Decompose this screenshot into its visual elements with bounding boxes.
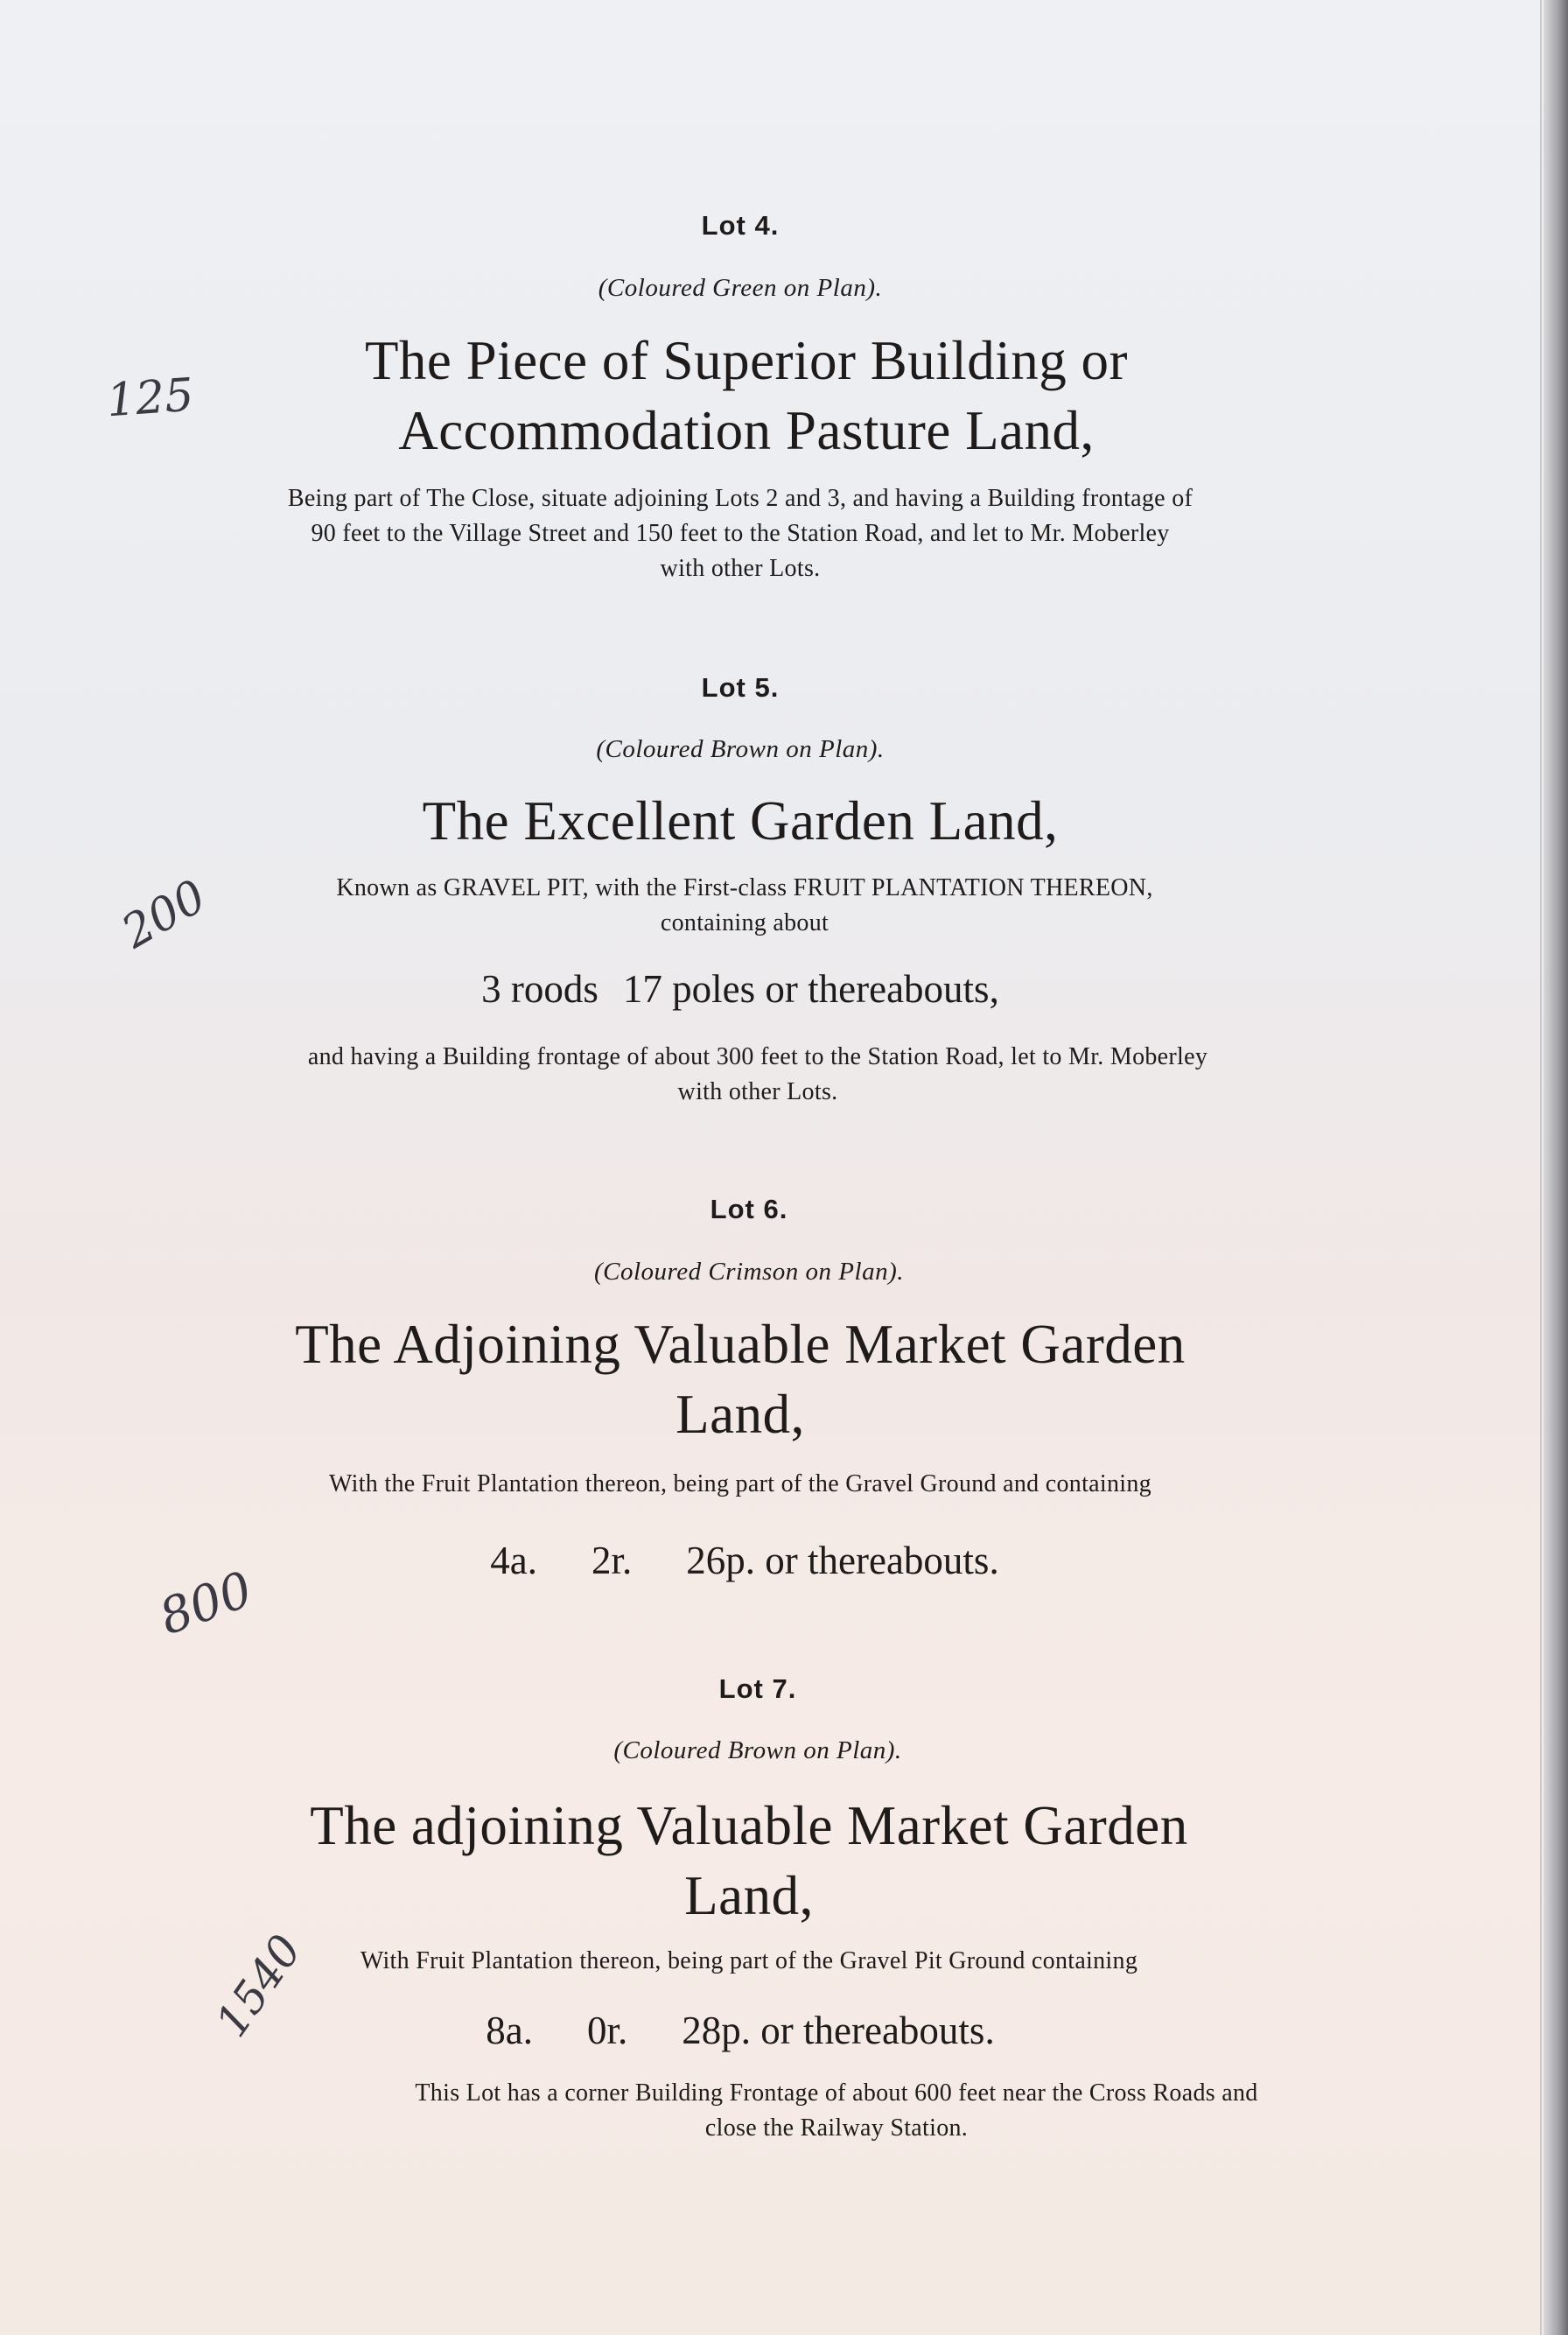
frontage-line: This Lot has a corner Building Frontage of about 600 feet near the Cross Roads and xyxy=(415,2079,1258,2107)
plan-colour: (Coloured Green on Plan). xyxy=(598,274,883,302)
headline-line: Accommodation Pasture Land, xyxy=(398,400,1095,461)
lot-description xyxy=(0,1944,1533,1979)
headline-line: The Piece of Superior Building or xyxy=(364,330,1129,391)
handwritten-price: 200 xyxy=(113,870,215,959)
handwritten-price: 800 xyxy=(152,1560,260,1647)
headline-line: Land, xyxy=(676,1384,805,1445)
lot-number: Lot 7. xyxy=(718,1673,797,1704)
lot-area xyxy=(0,964,1524,1013)
lot-headline xyxy=(0,1791,1533,1931)
plan-colour: (Coloured Crimson on Plan). xyxy=(594,1258,904,1286)
lot-frontage xyxy=(0,1040,1542,1110)
area-perches: 26p. or thereabouts. xyxy=(686,1539,999,1582)
headline-line: The Adjoining Valuable Market Garden xyxy=(295,1314,1186,1375)
handwritten-price: 125 xyxy=(105,368,196,428)
plan-colour: (Coloured Brown on Plan). xyxy=(613,1736,902,1764)
lot-number: Lot 6. xyxy=(710,1194,788,1224)
frontage-line: and having a Building frontage of about 300 feet to the Station Road, let to Mr. Moberley xyxy=(307,1043,1208,1070)
lot-description xyxy=(0,871,1529,941)
lot-headline xyxy=(0,326,1530,466)
page-edge xyxy=(1544,0,1568,2335)
headline-line: The Excellent Garden Land, xyxy=(422,790,1059,852)
frontage-line: with other Lots. xyxy=(677,1078,838,1105)
lot-description xyxy=(0,481,1524,586)
description-line: With the Fruit Plantation thereon, being part of the Gravel Ground and containing xyxy=(329,1470,1152,1497)
handwritten-price: 1540 xyxy=(206,1925,312,2046)
area-acres: 4a. xyxy=(490,1539,538,1582)
area-roods: 3 roods xyxy=(481,967,598,1011)
description-line: with other Lots. xyxy=(660,555,821,582)
lot-number: Lot 4. xyxy=(701,210,780,241)
headline-line: Land, xyxy=(684,1865,814,1926)
area-roods: 0r. xyxy=(587,2009,628,2052)
area-perches: 28p. or thereabouts. xyxy=(682,2009,995,2052)
frontage-line: close the Railway Station. xyxy=(704,2114,969,2142)
area-roods: 2r. xyxy=(592,1539,633,1582)
description-line: 90 feet to the Village Street and 150 feet to the Station Road, and let to Mr. Moberley xyxy=(311,520,1170,547)
area-acres: 8a. xyxy=(486,2009,534,2052)
lot-headline xyxy=(0,786,1524,856)
lot-number: Lot 5. xyxy=(701,672,780,703)
area-poles: 17 poles or thereabouts, xyxy=(622,967,999,1011)
description-line: Known as GRAVEL PIT, with the First-class FRUIT PLANTATION THEREON, xyxy=(336,874,1153,901)
headline-line: The adjoining Valuable Market Garden xyxy=(310,1795,1188,1856)
lot-description xyxy=(0,1467,1524,1502)
lot-frontage xyxy=(52,2076,1568,2146)
description-line: containing about xyxy=(660,909,830,936)
plan-colour: (Coloured Brown on Plan). xyxy=(596,735,885,763)
description-line: With Fruit Plantation thereon, being part of the Gravel Pit Ground containing xyxy=(360,1947,1138,1974)
lot-headline xyxy=(0,1309,1524,1449)
page-edge-line xyxy=(1540,0,1542,2335)
description-line: Being part of The Close, situate adjoining Lots 2 and 3, and having a Building frontage of xyxy=(287,485,1194,512)
